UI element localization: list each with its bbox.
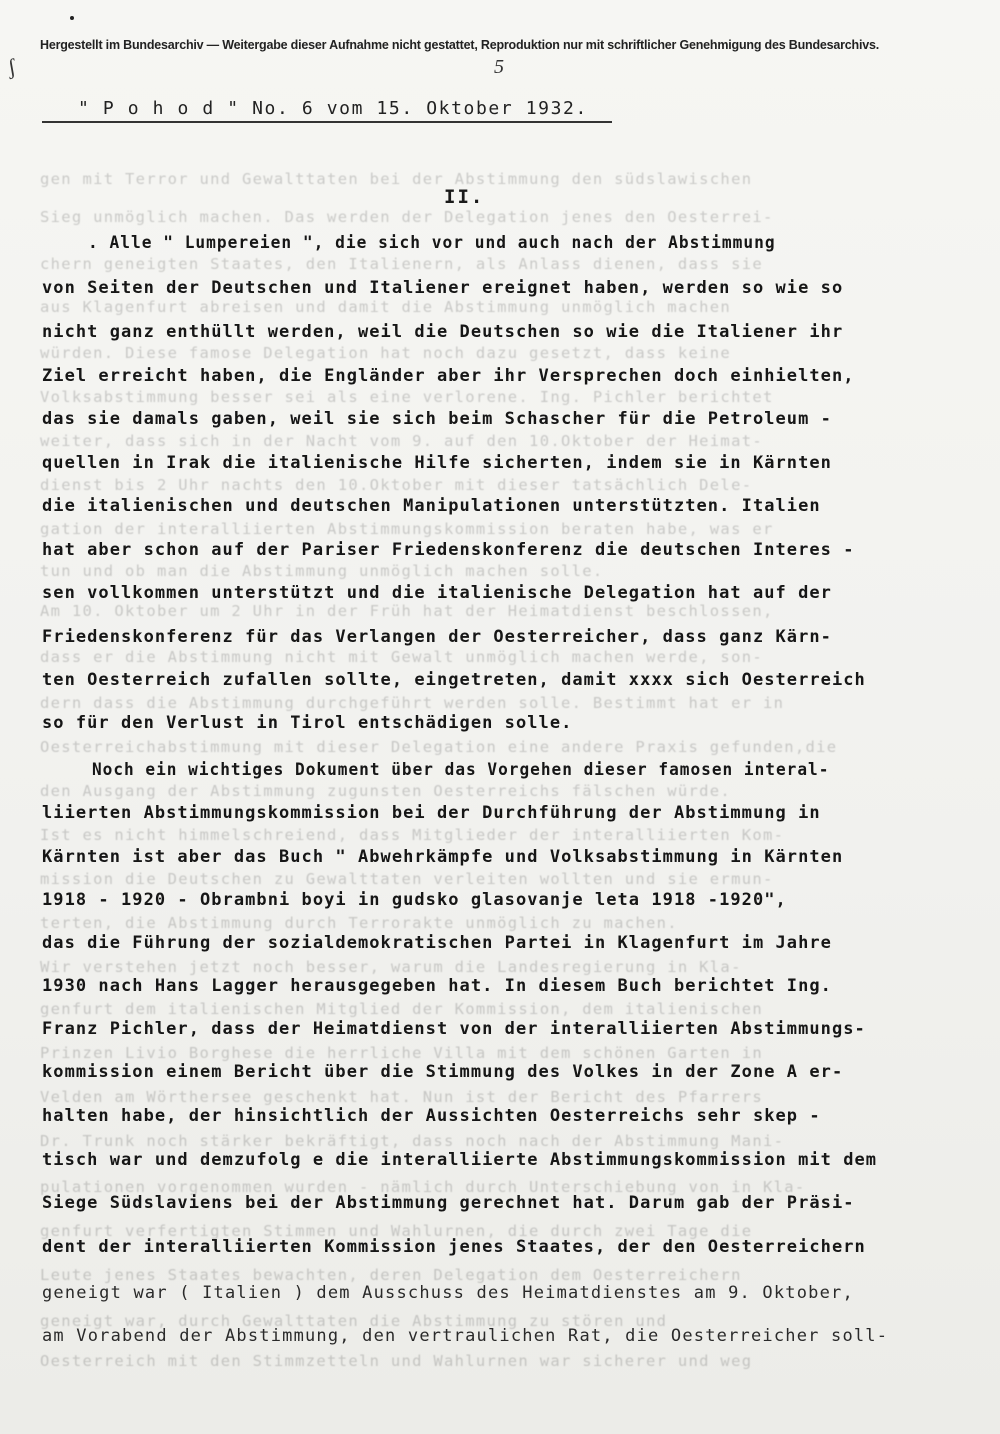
ghost-line: chern geneigten Staates, den Italienern, als Anlass dienen, dass sie (40, 255, 763, 273)
ghost-line: Oesterreich mit den Stimmzetteln und Wahlurnen war sicherer und weg (40, 1352, 753, 1370)
body-line: liierten Abstimmungskommission bei der Durchführung der Abstimmung in (42, 803, 821, 823)
ghost-line: mission die Deutschen zu Gewalttaten verleiten wollten und sie ermun- (40, 870, 774, 888)
body-line: Ziel erreicht haben, die Engländer aber ihr Versprechen doch einhielten, (42, 366, 855, 386)
ghost-line: dass er die Abstimmung nicht mit Gewalt unmöglich machen werde, son- (40, 648, 763, 666)
body-line: Friedenskonferenz für das Verlangen der Oesterreicher, dass ganz Kärn- (42, 627, 832, 647)
body-line: 1930 nach Hans Lagger herausgegeben hat. In diesem Buch berichtet Ing. (42, 976, 832, 996)
ghost-line: gation der interalliierten Abstimmungskommission beraten habe, was er (40, 520, 774, 538)
ghost-line: aus Klagenfurt abreisen und damit die Abstimmung unmöglich machen (40, 298, 732, 316)
ghost-line: würden. Diese famose Delegation hat noch dazu gesetzt, dass keine (40, 344, 732, 362)
body-line: geneigt war ( Italien ) dem Ausschuss des Heimatdienstes am 9. Oktober, (42, 1283, 854, 1303)
body-line: quellen in Irak die italienische Hilfe sicherten, indem sie in Kärnten (42, 453, 832, 473)
ghost-line: weiter, dass sich in der Nacht vom 9. auf den 10.Oktober der Heimat- (40, 432, 763, 450)
body-line: Kärnten ist aber das Buch " Abwehrkämpfe und Volksabstimmung in Kärnten (42, 847, 844, 867)
ghost-line: Ist es nicht himmelschreiend, dass Mitglieder der interalliierten Kom- (40, 826, 785, 844)
body-line: Siege Südslaviens bei der Abstimmung gerechnet hat. Darum gab der Präsi- (42, 1193, 855, 1213)
body-line: kommission einem Bericht über die Stimmung des Volkes in der Zone A er- (42, 1062, 844, 1082)
ghost-line: genfurt verfertigten Stimmen und Wahlurnen, die durch zwei Tage die (40, 1222, 753, 1240)
ink-dot (70, 16, 74, 20)
margin-mark: ʃ (5, 53, 18, 80)
body-line: halten habe, der hinsichtlich der Aussichten Oesterreichs sehr skep - (42, 1106, 821, 1126)
ghost-line: dern dass die Abstimmung durchgeführt werden solle. Bestimmt hat er in (40, 694, 785, 712)
ghost-line: terten, die Abstimmung durch Terrorakte unmöglich zu machen. (40, 914, 678, 932)
body-line: am Vorabend der Abstimmung, den vertraulichen Rat, die Oesterreicher soll- (42, 1326, 889, 1346)
body-line: von Seiten der Deutschen und Italiener ereignet haben, werden so wie so (42, 278, 844, 298)
ghost-line: gen mit Terror und Gewalttaten bei der Abstimmung den südslawischen (40, 170, 753, 188)
body-line: nicht ganz enthüllt werden, weil die Deutschen so wie die Italiener ihr (42, 322, 844, 342)
ghost-line: Wir verstehen jetzt noch besser, warum die Landesregierung in Kla- (40, 958, 742, 976)
body-line: . Alle " Lumpereien ", die sich vor und auch nach der Abstimmung (88, 233, 776, 253)
ghost-line: Volksabstimmung besser sei als eine verlorene. Ing. Pichler berichtet (40, 388, 774, 406)
body-line: tisch war und demzufolg e die interalliierte Abstimmungskommission mit dem (42, 1150, 878, 1170)
body-line: Franz Pichler, dass der Heimatdienst von der interalliierten Abstimmungs- (42, 1019, 866, 1039)
body-line: dent der interalliierten Kommission jenes Staates, der den Oesterreichern (42, 1237, 866, 1257)
body-line: das sie damals gaben, weil sie sich beim Schascher für die Petroleum - (42, 409, 832, 429)
body-line: die italienischen und deutschen Manipulationen unterstützten. Italien (42, 496, 821, 516)
ghost-line: Am 10. Oktober um 2 Uhr in der Früh hat der Heimatdienst beschlossen, (40, 602, 774, 620)
document-title: " P o h o d " No. 6 vom 15. Oktober 1932. (78, 98, 588, 119)
body-line: so für den Verlust in Tirol entschädigen solle. (42, 713, 573, 733)
ghost-line: Dr. Trunk noch stärker bekräftigt, dass noch nach der Abstimmung Mani- (40, 1132, 785, 1150)
body-line: Noch ein wichtiges Dokument über das Vorgehen dieser famosen interal- (92, 760, 830, 780)
page-number: 5 (494, 56, 504, 78)
body-line: ten Oesterreich zufallen sollte, eingetreten, damit xxxx sich Oesterreich (42, 670, 866, 690)
ghost-line: geneigt war, durch Gewalttaten die Abstimmung zu stören und (40, 1312, 668, 1330)
ghost-line: Oesterreichabstimmung mit dieser Delegation eine andere Praxis gefunden,die (40, 738, 838, 756)
section-number: II. (444, 186, 485, 208)
body-line: das die Führung der sozialdemokratischen Partei in Klagenfurt im Jahre (42, 933, 832, 953)
body-line: hat aber schon auf der Pariser Friedenskonferenz die deutschen Interes - (42, 540, 855, 560)
ghost-line: dienst bis 2 Uhr nachts den 10.Oktober mit dieser tatsächlich Dele- (40, 476, 753, 494)
ghost-line: pulationen vorgenommen wurden - nämlich durch Unterschiebung von in Kla- (40, 1178, 806, 1196)
ghost-line: tun und ob man die Abstimmung unmöglich machen solle. (40, 562, 604, 580)
ghost-line: Sieg unmöglich machen. Das werden der Delegation jenes den Oesterrei- (40, 208, 774, 226)
ghost-line: Velden am Wörthersee geschenkt hat. Nun ist der Bericht des Pfarrers (40, 1088, 763, 1106)
archive-header: Hergestellt im Bundesarchiv — Weitergabe dieser Aufnahme nicht gestattet, Reproduktion nur mit schriftlicher Genehmigung des Bundesarchivs. (40, 38, 880, 52)
ghost-line: Leute jenes Staates bewachten, deren Delegation dem Oesterreichern (40, 1266, 742, 1284)
body-line: sen vollkommen unterstützt und die italienische Delegation hat auf der (42, 583, 832, 603)
ghost-line: genfurt dem italienischen Mitglied der Kommission, dem italienischen (40, 1000, 763, 1018)
ghost-line: Prinzen Livio Borghese die herrliche Villa mit dem schönen Garten in (40, 1044, 763, 1062)
title-underline (42, 121, 612, 123)
ghost-line: den Ausgang der Abstimmung zugunsten Oesterreichs fälschen würde. (40, 782, 732, 800)
body-line: 1918 - 1920 - Obrambni boyi in gudsko glasovanje leta 1918 -1920", (42, 890, 787, 910)
